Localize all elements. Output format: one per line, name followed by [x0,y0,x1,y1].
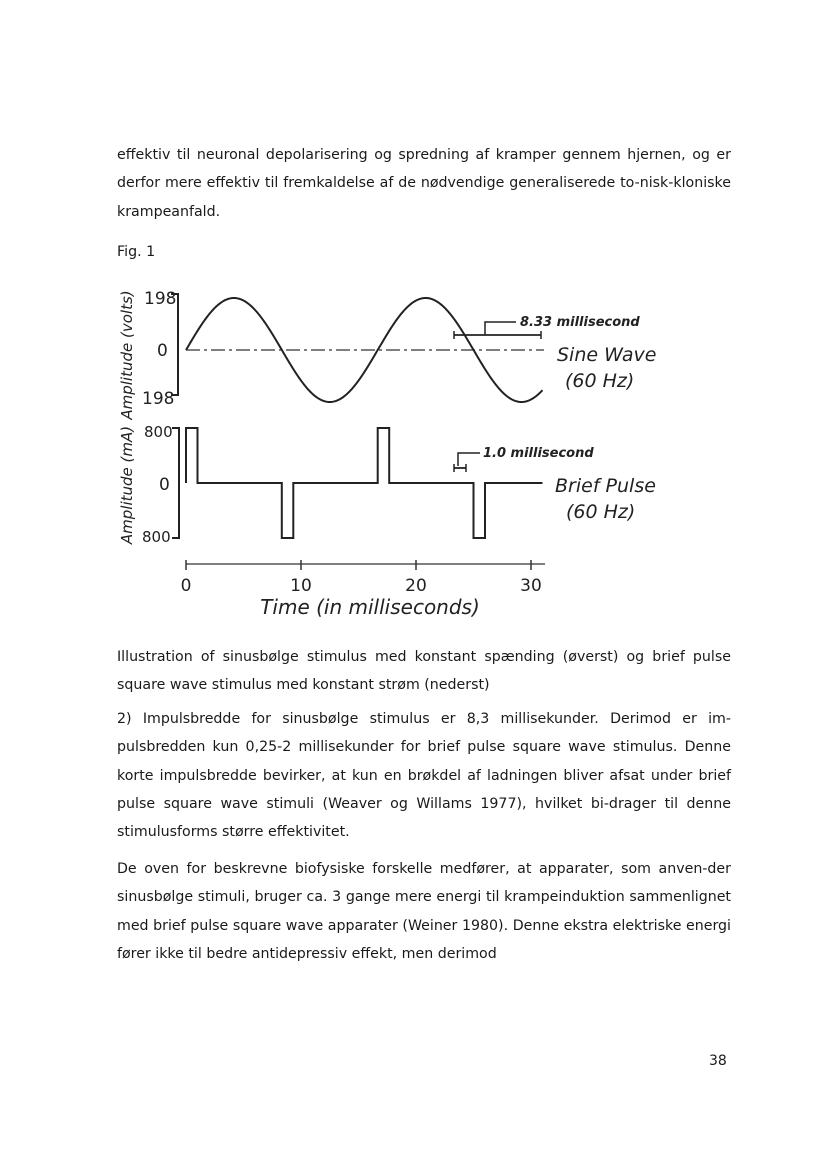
time-axis-tick-label: 20 [405,576,427,596]
intro-paragraph: effektiv til neuronal depolarisering og spredning af kramper gennem hjernen, og er derfor mere effektiv til fremkaldelse af de nødvendige generaliserede to-nisk-kloniske krampeanfald. [117,147,731,220]
pulse-tick-top: 800 [144,423,173,441]
pulse-y-axis-label: Amplitude (mA) [118,425,136,545]
brief-pulse-waveform [186,428,543,538]
pulse-label-line1: Brief Pulse [555,475,656,497]
figure-caption: Illustration of sinusbølge stimulus med konstant spænding (øverst) og brief pulse square wave stimulus med konstant strøm (nederst) [117,649,731,694]
time-axis-title: Time (in milliseconds) [260,595,480,619]
time-axis-tick-label: 30 [520,576,542,596]
time-axis-tick-label: 0 [180,576,192,596]
sine-tick-bottom: 198 [142,389,175,409]
sine-axis-bracket [171,294,178,395]
page-number: 38 [709,1053,727,1069]
pulse-tick-zero: 0 [159,475,170,495]
paragraph-3: De oven for beskrevne biofysiske forskelle medfører, at apparater, som anven-der sinusbølge stimuli, bruger ca. 3 gange mere energi til krampeinduktion sammenlignet med brief pulse square wave apparater (Weiner 1980). Denne ekstra elektriske energi fører ikke til bedre antidepressiv effekt, men derimod [117,861,731,962]
sine-annotation-leader [485,322,516,335]
pulse-tick-bottom: 800 [142,528,171,546]
time-axis-tick-label: 10 [290,576,312,596]
pulse-annotation-leader [458,453,480,466]
pulse-axis-bracket [172,428,179,538]
pulse-annotation: 1.0 millisecond [483,446,594,461]
pulse-label-line2: (60 Hz) [566,501,636,523]
sine-y-axis-label: Amplitude (volts) [118,290,136,420]
paragraph-2: 2) Impulsbredde for sinusbølge stimulus er 8,3 millisekunder. Derimod er im-pulsbredden kun 0,25-2 millisekunder for brief pulse square wave stimulus. Denne korte impulsbredde bevirker, at kun en brøkdel af ladningen bliver afsat under brief pulse square wave stimuli (Weaver og Willams 1977), hvilket bi-drager til denne stimulusforms større effektivitet. [117,711,731,841]
sine-annotation: 8.33 millisecond [520,315,640,330]
figure-1 [100,280,660,630]
sine-label-line1: Sine Wave [557,344,657,366]
sine-label-line2: (60 Hz) [565,370,635,392]
sine-tick-zero: 0 [157,341,168,361]
sine-tick-top: 198 [144,289,177,309]
figure-label: Fig. 1 [117,244,156,260]
